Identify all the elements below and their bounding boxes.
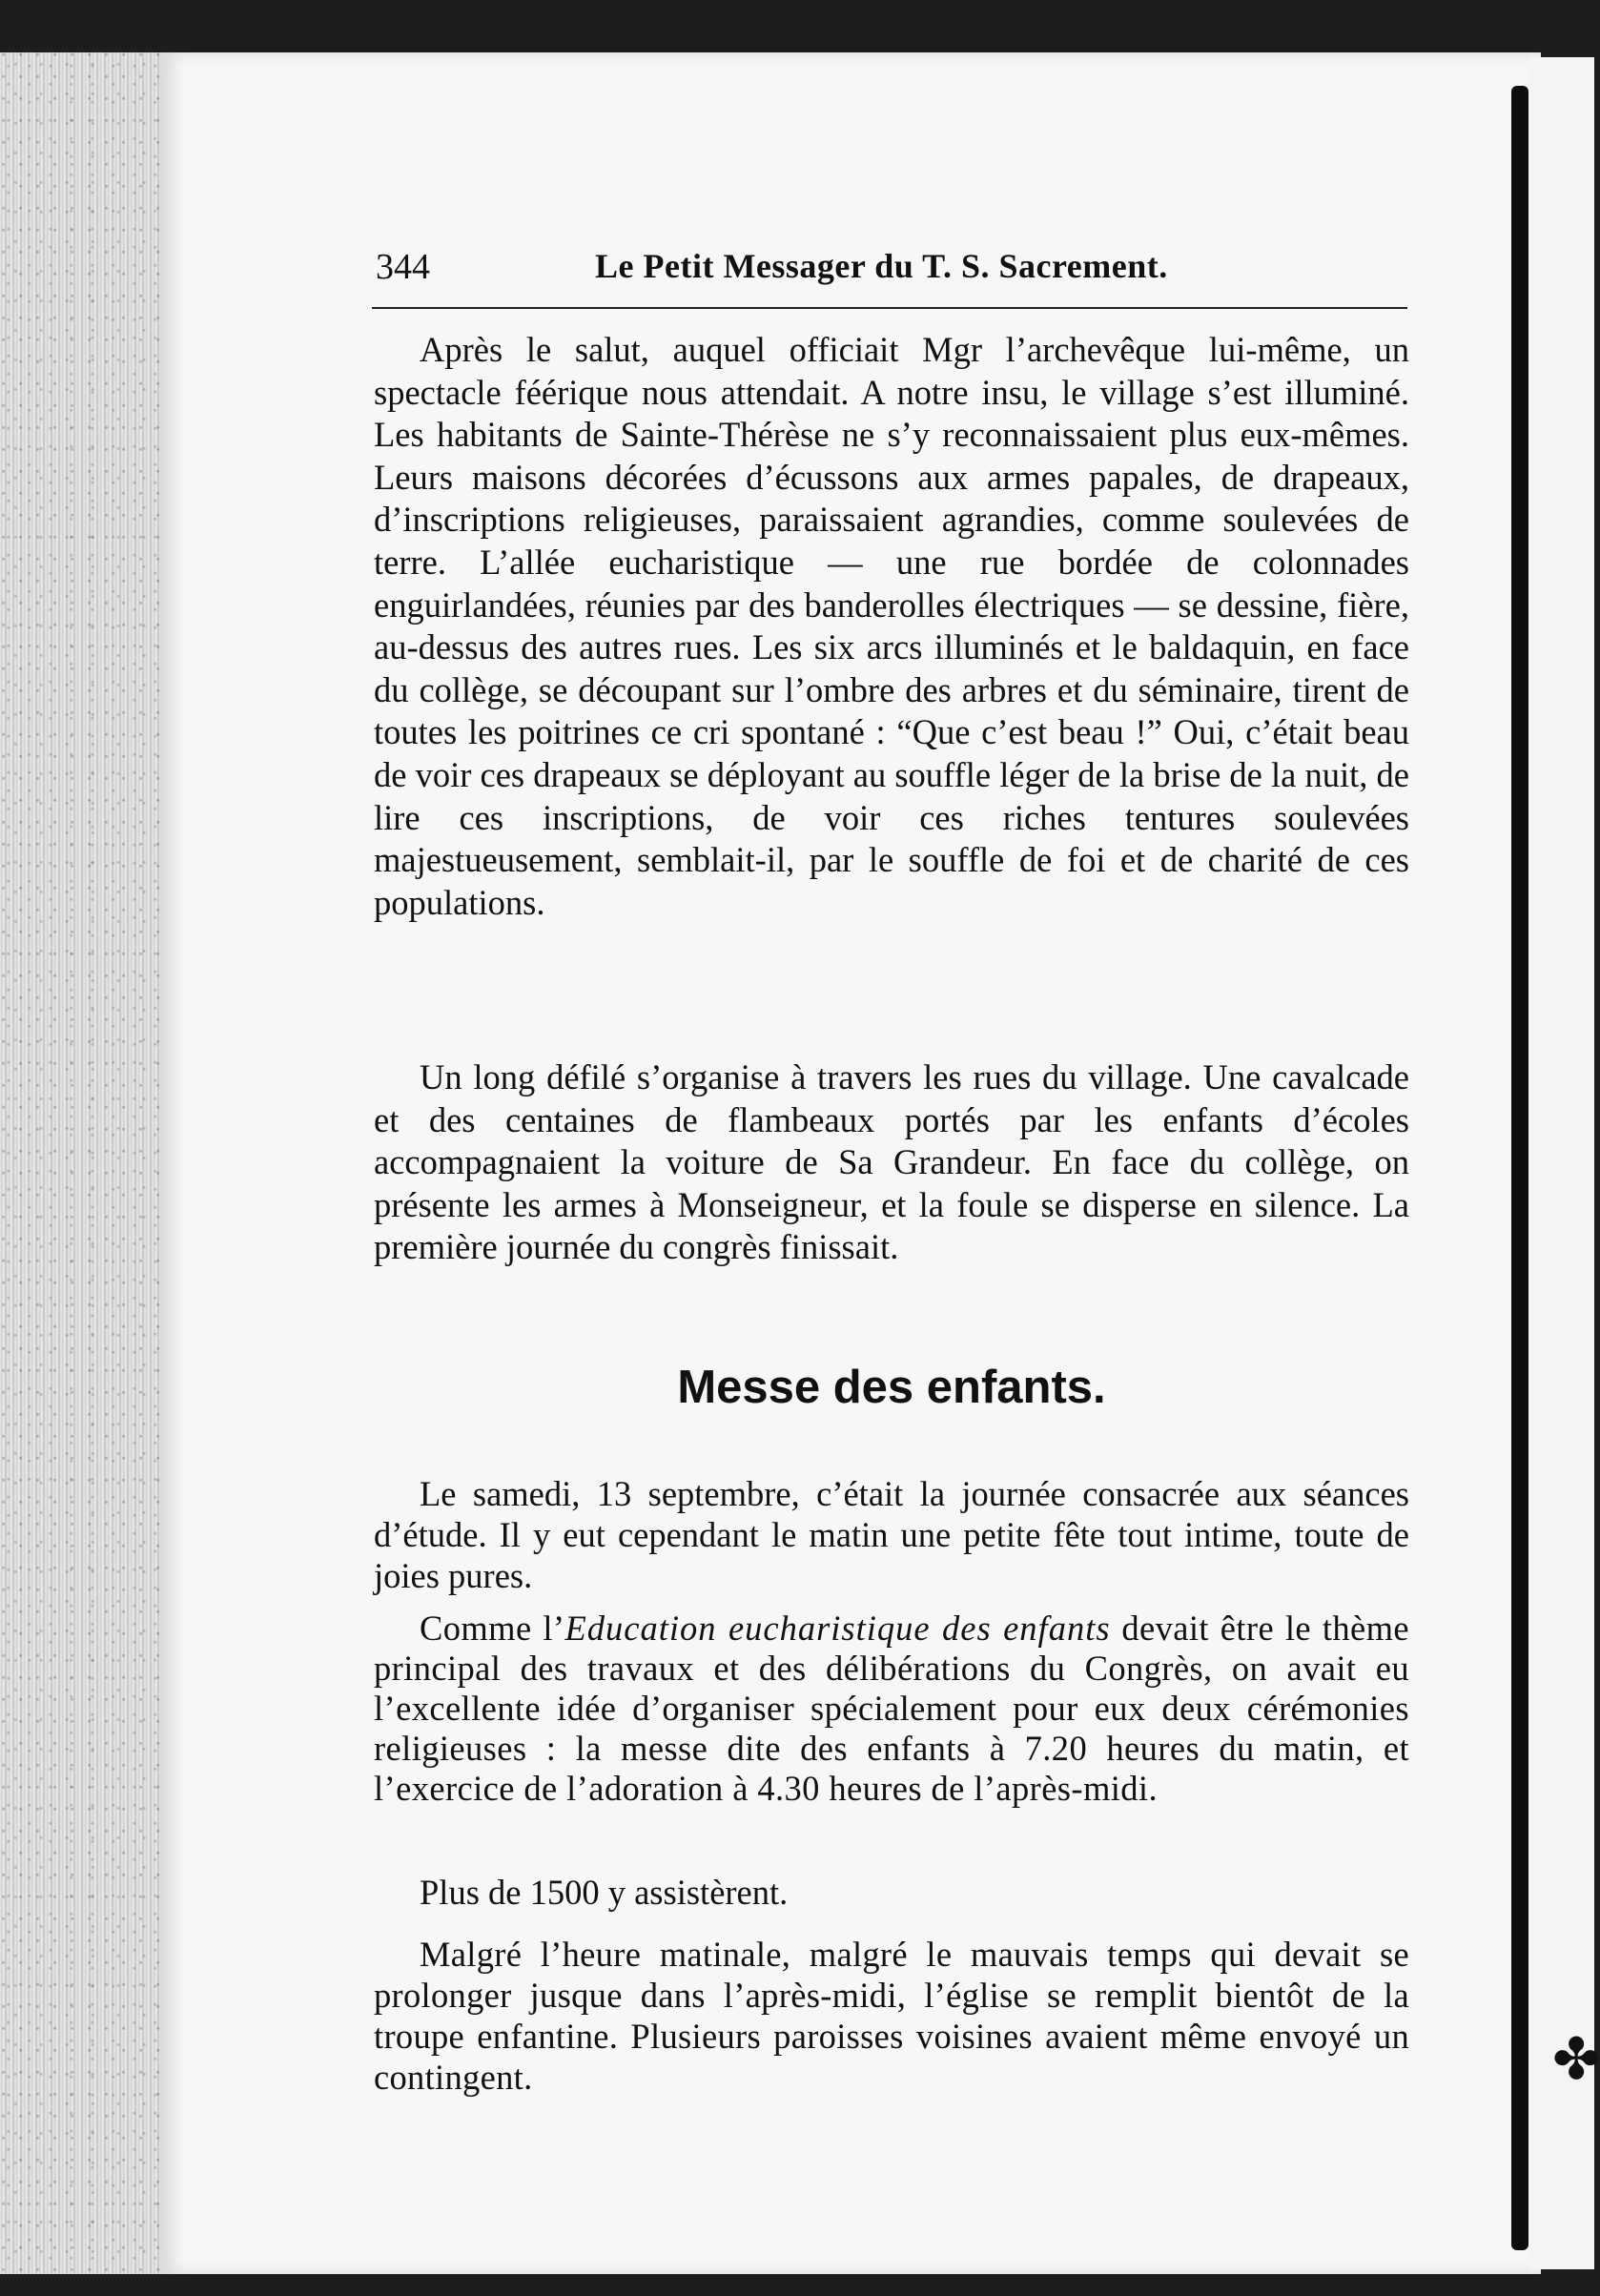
facing-page-edge [1528, 57, 1594, 2269]
paragraph-3: Le samedi, 13 septembre, c’était la journée consacrée aux séances d’étude. Il y eut cependant le matin une petite fête tout intime, toute de joies pures. [374, 1474, 1409, 1595]
page-stack-speckle [0, 52, 162, 2274]
paragraph-4-italic: Education eucharistique des enfants [564, 1609, 1111, 1648]
paragraph-4-start: Comme l’ [420, 1609, 565, 1648]
paragraph-4-end: devait être le thème principal des travaux et des délibérations du Congrès, on avait eu l’excellente idée d’organiser spécialement pour eux deux cérémonies religieuses : la messe dite des enfants à 7.20 heures du matin, et l’exercice de l’adoration à 4.30 heures de l’après-midi. [374, 1609, 1409, 1808]
paragraph-5: Plus de 1500 y assistèrent. [420, 1873, 789, 1912]
page-number: 344 [376, 247, 430, 287]
paragraph-2: Un long défilé s’organise à travers les rues du village. Une cavalcade et des centaines de flambeaux portés par les enfants d’écoles accompagnaient la voiture de Sa Grandeur. En face du collège, on présente les armes à Monseigneur, et la foule se disperse en silence. La première journée du congrès finissait. [374, 1057, 1409, 1267]
paragraph-1: Après le salut, auquel officiait Mgr l’archevêque lui-même, un spectacle féérique nous attendait. A notre insu, le village s’est illuminé. Les habitants de Sainte-Thérèse ne s’y reconnaissaient plus eux-mêmes. Leurs maisons décorées d’écussons aux armes papales, de drapeaux, d’inscriptions religieuses, paraissaient agrandies, comme soulevées de terre. L’allée eucharistique — une rue bordée de colonnades enguirlandées, réunies par des banderolles électriques — se dessine, fière, au-dessus des autres rues. Les six arcs illuminés et le baldaquin, en face du collège, se découpant sur l’ombre des arbres et du séminaire, tirent de toutes les poitrines ce cri spontané : “Que c’est beau !” Oui, c’était beau de voir ces drapeaux se déployant au souffle léger de la brise de la nuit, de lire ces inscriptions, de voir ces riches tentures soulevées majestueusement, semblait-il, par le souffle de foi et de charité de ces populations. [374, 330, 1409, 922]
running-title: Le Petit Messager du T. S. Sacrement. [595, 247, 1168, 285]
paragraph-6: Malgré l’heure matinale, malgré le mauvais temps qui devait se prolonger jusque dans l’après-midi, l’église se remplit bientôt de la troupe enfantine. Plusieurs paroisses voisines avaient même envoyé un contingent. [374, 1935, 1409, 2097]
paragraph-4 [374, 1609, 1409, 1809]
header-rule [372, 307, 1407, 309]
section-title: Messe des enfants. [677, 1362, 1106, 1413]
ornament-fragment: ✤ [1552, 2026, 1600, 2093]
binding-shadow [1511, 86, 1528, 2250]
page-header [376, 246, 1411, 294]
